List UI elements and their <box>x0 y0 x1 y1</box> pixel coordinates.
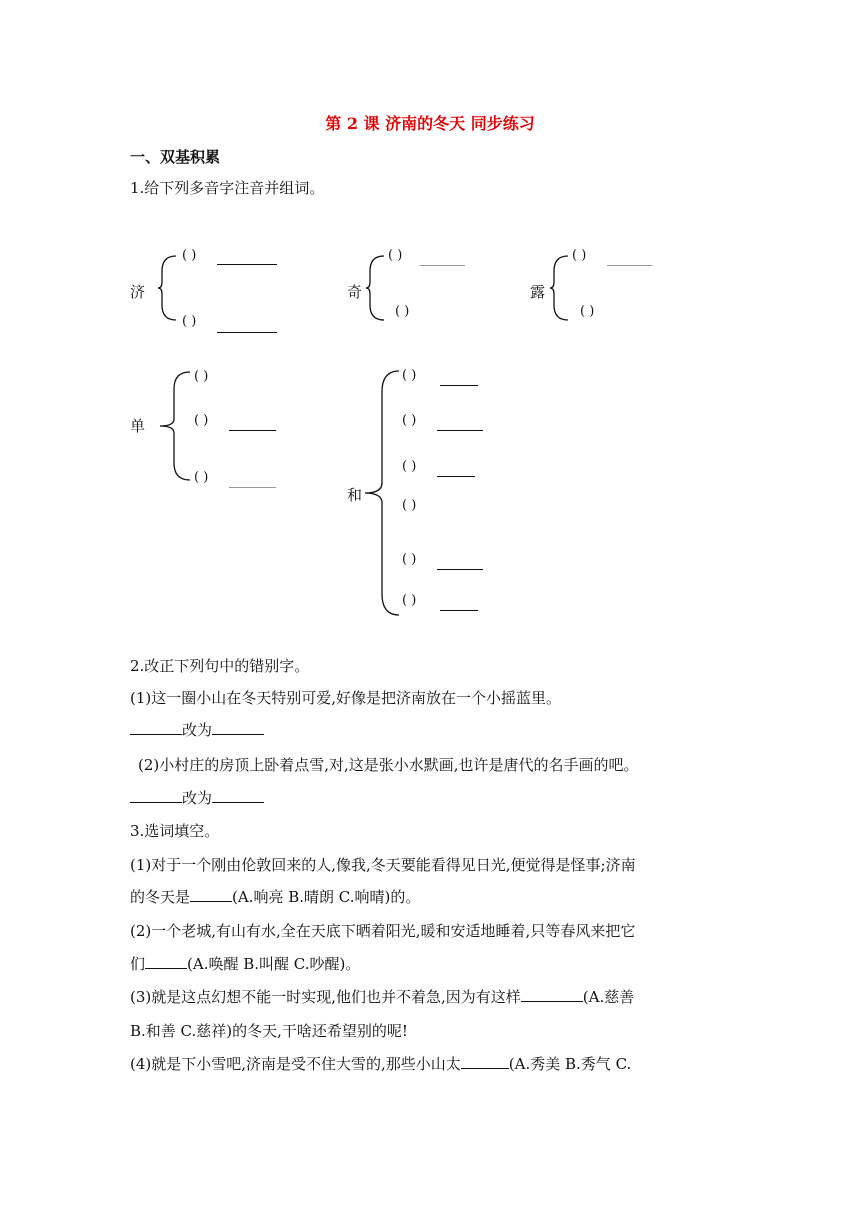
answer-blank[interactable] <box>437 555 483 570</box>
text: (4)就是下小雪吧,济南是受不住大雪的,那些小山太 <box>130 1055 461 1073</box>
q3-s2-line1: (2)一个老城,有山有水,全在天底下晒着阳光,暖和安适地睡着,只等春风来把它 <box>130 922 636 940</box>
correct-char-blank[interactable] <box>212 788 264 803</box>
q3-s1-line2 <box>130 887 420 907</box>
q3-s3-line2: B.和善 C.慈祥)的冬天,干啥还希望别的呢! <box>130 1022 408 1040</box>
paren: ( ) <box>194 470 209 485</box>
fill-blank[interactable] <box>521 987 583 1002</box>
q3-s2-line2 <box>130 954 360 974</box>
paren: ( ) <box>182 248 197 263</box>
fill-blank[interactable] <box>461 1054 509 1069</box>
text: (3)就是这点幻想不能一时实现,他们也并不着急,因为有这样 <box>130 988 521 1006</box>
paren: ( ) <box>388 248 403 263</box>
q1-prompt: 1.给下列多音字注音并组词。 <box>130 179 325 197</box>
paren: ( ) <box>402 413 417 428</box>
paren: ( ) <box>402 498 417 513</box>
fill-blank[interactable] <box>145 954 187 969</box>
answer-blank[interactable] <box>229 473 276 488</box>
answer-blank[interactable] <box>217 318 277 333</box>
answer-blank[interactable] <box>440 596 478 611</box>
text: (A.唤醒 B.叫醒 C.吵醒)。 <box>187 955 361 973</box>
answer-blank[interactable] <box>217 250 277 265</box>
q3-s4-line1 <box>130 1054 631 1074</box>
brace-he <box>365 370 401 616</box>
wrong-char-blank[interactable] <box>130 788 182 803</box>
q2-answer-row-1 <box>130 720 264 740</box>
answer-blank[interactable] <box>437 462 475 477</box>
answer-blank[interactable] <box>607 251 652 266</box>
paren: ( ) <box>402 368 417 383</box>
paren: ( ) <box>402 552 417 567</box>
paren: ( ) <box>194 369 209 384</box>
brace-dan <box>160 371 192 481</box>
paren: ( ) <box>402 593 417 608</box>
q3-prompt: 3.选词填空。 <box>130 822 220 840</box>
char-lu: 露 <box>530 283 546 301</box>
q2-sentence-1: (1)这一圈小山在冬天特别可爱,好像是把济南放在一个小摇蓝里。 <box>130 689 562 707</box>
q2-prompt: 2.改正下列句中的错别字。 <box>130 657 310 675</box>
q2-sentence-2: (2)小村庄的房顶上卧着点雪,对,这是张小水默画,也许是唐代的名手画的吧。 <box>138 756 639 774</box>
text: (A.秀美 B.秀气 C. <box>508 1055 632 1073</box>
q3-s3-line1 <box>130 987 634 1007</box>
text: (A.响亮 B.晴朗 C.响晴)的。 <box>232 888 421 906</box>
fill-blank[interactable] <box>190 887 232 902</box>
q2-answer-row-2 <box>130 788 264 808</box>
change-to-label: 改为 <box>182 789 213 807</box>
text: (A.慈善 <box>582 988 635 1006</box>
answer-blank[interactable] <box>440 371 478 386</box>
paren: ( ) <box>572 248 587 263</box>
q3-s1-line1: (1)对于一个刚由伦敦回来的人,像我,冬天要能看得见日光,便觉得是怪事;济南 <box>130 856 636 874</box>
text: 们 <box>130 955 146 973</box>
section-heading: 一、双基积累 <box>130 148 221 166</box>
brace-qi <box>366 255 386 321</box>
char-he: 和 <box>347 486 363 504</box>
char-dan: 单 <box>130 417 146 435</box>
paren: ( ) <box>182 314 197 329</box>
paren: ( ) <box>402 459 417 474</box>
correct-char-blank[interactable] <box>212 720 264 735</box>
wrong-char-blank[interactable] <box>130 720 182 735</box>
brace-lu <box>550 255 570 321</box>
char-qi: 奇 <box>347 283 363 301</box>
answer-blank[interactable] <box>437 416 483 431</box>
brace-ji <box>158 255 178 321</box>
answer-blank[interactable] <box>420 251 465 266</box>
page-title: 第 2 课 济南的冬天 同步练习 <box>325 114 535 133</box>
paren: ( ) <box>580 304 595 319</box>
paren: ( ) <box>395 304 410 319</box>
answer-blank[interactable] <box>229 416 276 431</box>
char-ji: 济 <box>130 283 146 301</box>
paren: ( ) <box>194 413 209 428</box>
text: 的冬天是 <box>130 888 191 906</box>
change-to-label: 改为 <box>182 721 213 739</box>
